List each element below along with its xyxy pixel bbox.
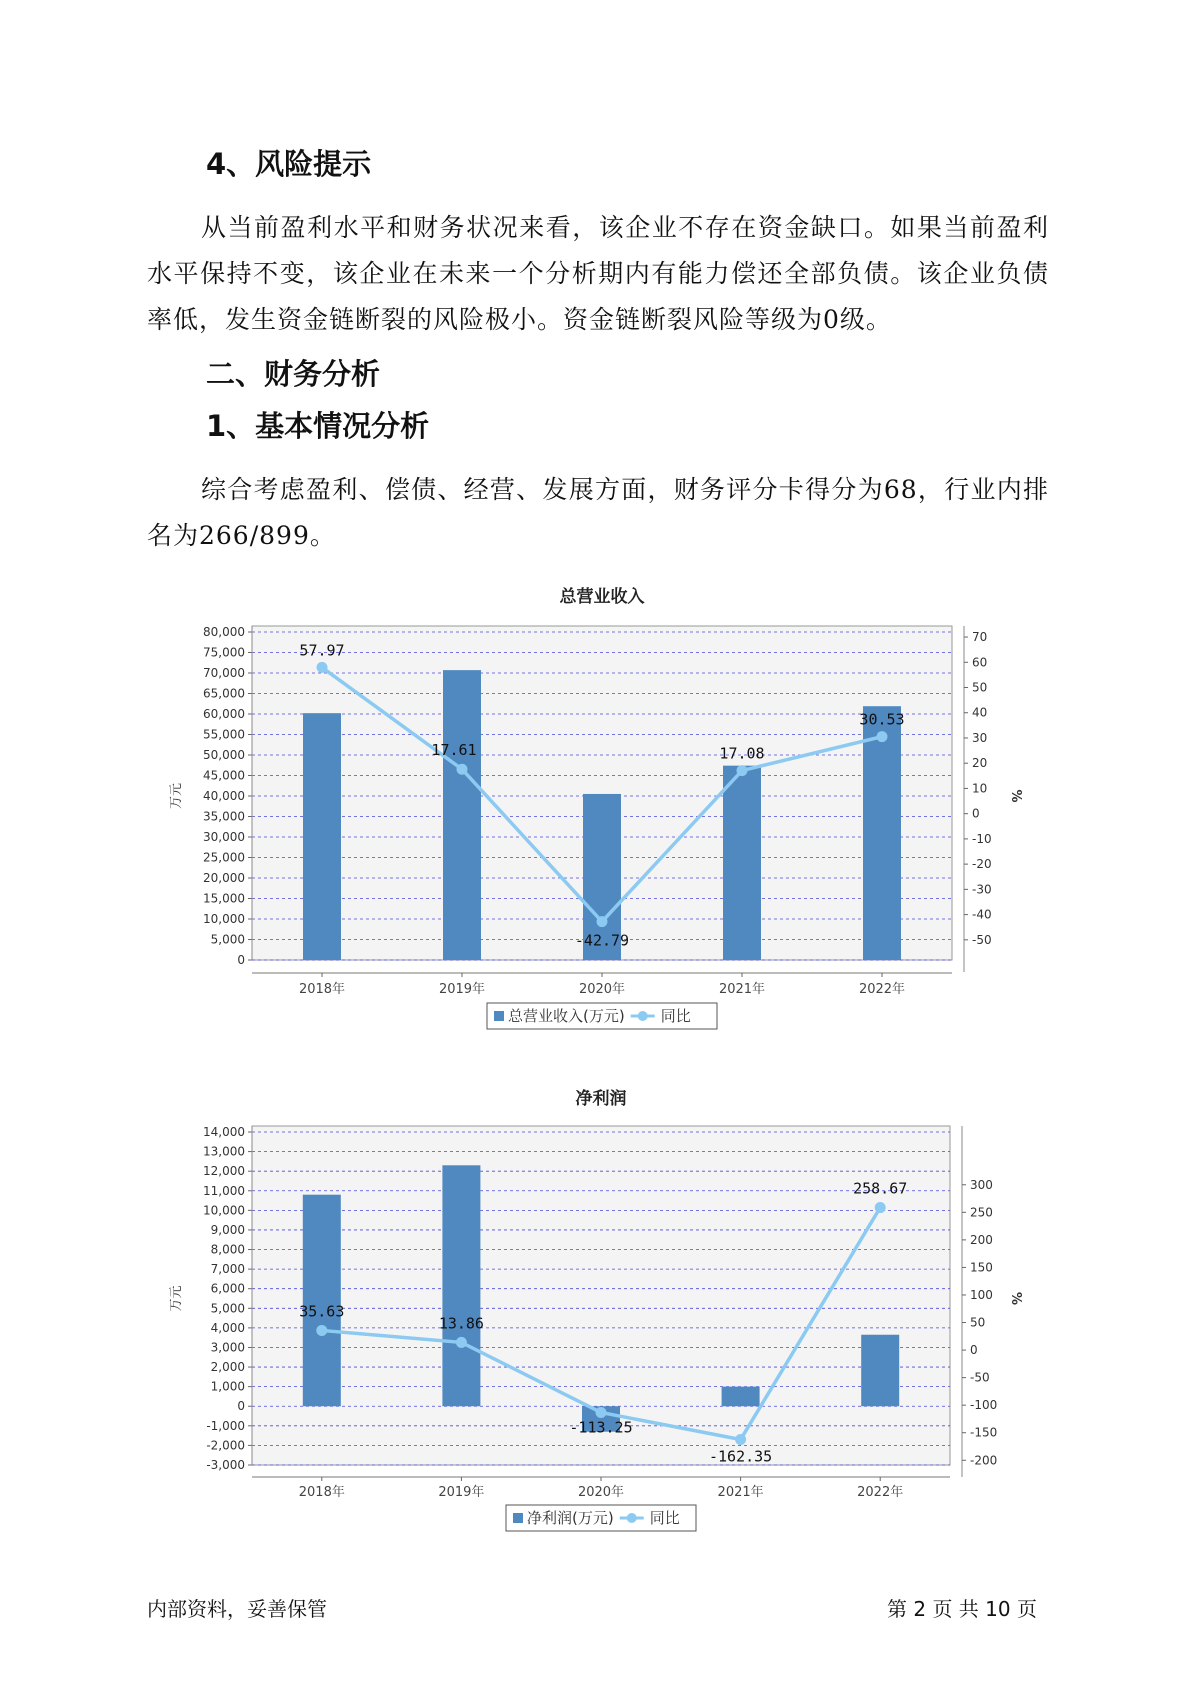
y-tick-label: 75,000 <box>203 645 245 660</box>
x-tick-label: 2018年 <box>298 1485 345 1500</box>
y-tick-label: 15,000 <box>203 891 245 906</box>
chart-legend <box>506 1505 696 1531</box>
y-tick-label: -1,000 <box>206 1418 245 1433</box>
yoy-point-2019年 <box>456 1337 467 1348</box>
yoy-data-label: 35.63 <box>299 1302 345 1321</box>
y-tick-label: 30,000 <box>203 830 245 844</box>
revenue-chart <box>160 580 1030 1035</box>
footer-confidential-note: 内部资料，妥善保管 <box>147 1597 327 1621</box>
bar-2018年 <box>303 713 341 960</box>
chart-title: 净利润 <box>575 1089 627 1109</box>
y-tick-label: 13,000 <box>203 1144 245 1159</box>
y2-tick-label: -30 <box>972 882 992 897</box>
y2-tick-label: -10 <box>972 831 992 846</box>
y-tick-label: 9,000 <box>210 1222 245 1237</box>
y-tick-label: 2,000 <box>210 1360 245 1375</box>
y-tick-label: 12,000 <box>203 1164 245 1179</box>
legend-bar-label: 总营业收入(万元) <box>508 1007 625 1025</box>
yoy-point-2019年 <box>457 764 468 775</box>
x-tick-label: 2019年 <box>438 982 486 997</box>
y2-tick-label: -100 <box>970 1398 998 1413</box>
y-tick-label: 10,000 <box>203 1203 245 1218</box>
y2-tick-label: 250 <box>970 1205 993 1220</box>
yoy-data-label: -42.79 <box>574 931 630 950</box>
y-tick-label: 5,000 <box>210 932 245 947</box>
y2-tick-label: 200 <box>970 1232 993 1247</box>
bar-2021年 <box>723 766 761 960</box>
footer-page-number: 第 2 页 共 10 页 <box>887 1597 1037 1621</box>
x-tick-label: 2018年 <box>298 982 346 997</box>
y2-tick-label: 300 <box>970 1177 993 1192</box>
yoy-point-2020年 <box>597 916 608 927</box>
y2-axis-label: % <box>1008 789 1023 803</box>
y-tick-label: -3,000 <box>206 1458 245 1472</box>
y2-tick-label: 100 <box>970 1287 993 1302</box>
y-tick-label: 5,000 <box>210 1301 245 1316</box>
y-tick-label: 20,000 <box>203 871 245 885</box>
yoy-point-2021年 <box>735 1434 746 1445</box>
chart-title: 总营业收入 <box>559 587 645 607</box>
y-axis-label: 万元 <box>169 782 184 810</box>
y-tick-label: 11,000 <box>203 1183 245 1198</box>
y2-tick-label: -40 <box>972 907 992 922</box>
y-tick-label: 10,000 <box>203 912 245 926</box>
x-tick-label: 2022年 <box>858 982 906 997</box>
x-tick-label: 2019年 <box>438 1485 485 1500</box>
subsection-heading-basic-analysis: 1、基本情况分析 <box>206 409 430 443</box>
y-tick-label: 3,000 <box>210 1340 245 1355</box>
y2-tick-label: 40 <box>972 705 988 720</box>
yoy-data-label: 17.61 <box>431 741 477 760</box>
basic-analysis-paragraph: 综合考虑盈利、偿债、经营、发展方面，财务评分卡得分为68，行业内排名为266/899。 <box>147 475 1049 550</box>
x-tick-label: 2021年 <box>717 1485 764 1500</box>
legend-bar-swatch <box>513 1513 523 1523</box>
yoy-data-label: 258.67 <box>853 1179 908 1198</box>
risk-paragraph: 从当前盈利水平和财务状况来看，该企业不存在资金缺口。如果当前盈利水平保持不变，该企业在未来一个分析期内有能力偿还全部负债。该企业负债率低，发生资金链断裂的风险极小。资金链断裂风险等级为0级。 <box>147 213 1049 334</box>
y2-tick-label: 50 <box>972 680 988 695</box>
yoy-point-2020年 <box>596 1407 607 1418</box>
legend-bar-label: 净利润(万元) <box>527 1509 614 1527</box>
y-tick-label: 25,000 <box>203 850 245 865</box>
y-tick-label: 4,000 <box>210 1320 245 1335</box>
section-heading-financial-analysis: 二、财务分析 <box>206 357 381 391</box>
legend-line-marker <box>638 1011 648 1021</box>
x-tick-label: 2022年 <box>857 1485 904 1500</box>
x-tick-label: 2020年 <box>578 982 626 997</box>
y-tick-label: 40,000 <box>203 789 245 803</box>
y2-tick-label: -20 <box>972 857 992 872</box>
y-tick-label: 8,000 <box>210 1242 245 1257</box>
y-tick-label: 14,000 <box>203 1125 245 1139</box>
bar-2019年 <box>443 670 481 960</box>
yoy-point-2022年 <box>877 731 888 742</box>
legend-bar-swatch <box>494 1011 504 1021</box>
x-tick-label: 2020年 <box>577 1485 625 1500</box>
legend-line-label: 同比 <box>660 1007 691 1025</box>
y-tick-label: 80,000 <box>203 625 245 639</box>
y2-tick-label: 20 <box>972 756 988 771</box>
yoy-point-2018年 <box>317 662 328 673</box>
y-tick-label: 55,000 <box>203 727 245 742</box>
section-heading-risk: 4、风险提示 <box>206 147 372 181</box>
yoy-data-label: 57.97 <box>299 641 345 660</box>
yoy-data-label: -113.25 <box>569 1418 633 1437</box>
y-tick-label: 0 <box>237 1399 245 1414</box>
x-tick-label: 2021年 <box>718 982 766 997</box>
bar-2022年 <box>863 706 901 960</box>
y-tick-label: 60,000 <box>203 707 245 721</box>
yoy-point-2022年 <box>875 1202 886 1213</box>
chart-legend <box>487 1003 717 1029</box>
y2-axis-label: % <box>1008 1291 1023 1306</box>
y-tick-label: 70,000 <box>203 666 245 680</box>
y2-tick-label: 10 <box>972 781 988 796</box>
legend-line-label: 同比 <box>649 1509 680 1527</box>
y-tick-label: 65,000 <box>203 686 245 701</box>
y2-tick-label: 70 <box>972 630 988 645</box>
bar-2021年 <box>722 1387 760 1407</box>
yoy-data-label: -162.35 <box>708 1447 773 1466</box>
yoy-point-2018年 <box>316 1325 327 1336</box>
legend-line-marker <box>627 1513 637 1523</box>
y2-tick-label: 150 <box>970 1260 993 1275</box>
yoy-data-label: 17.08 <box>719 744 765 763</box>
bar-2019年 <box>442 1165 480 1406</box>
y2-tick-label: -50 <box>972 932 992 947</box>
y-tick-label: 0 <box>237 953 245 967</box>
y2-tick-label: -150 <box>970 1425 998 1440</box>
y-tick-label: 6,000 <box>210 1281 245 1296</box>
net-profit-chart <box>160 1082 1030 1542</box>
y2-tick-label: 30 <box>972 730 988 745</box>
y-axis-label: 万元 <box>169 1285 184 1312</box>
bar-2018年 <box>303 1195 341 1407</box>
y2-tick-label: 0 <box>972 806 980 821</box>
y2-tick-label: -50 <box>970 1370 990 1385</box>
yoy-data-label: 30.53 <box>859 710 905 729</box>
yoy-point-2021年 <box>737 765 748 776</box>
y2-tick-label: -200 <box>970 1453 998 1468</box>
y-tick-label: -2,000 <box>206 1438 245 1453</box>
yoy-data-label: 13.86 <box>438 1314 484 1333</box>
y-tick-label: 50,000 <box>203 748 245 762</box>
y-tick-label: 35,000 <box>203 809 245 824</box>
y2-tick-label: 50 <box>970 1315 986 1330</box>
y2-tick-label: 0 <box>970 1343 978 1358</box>
y-tick-label: 1,000 <box>210 1379 245 1394</box>
y-tick-label: 45,000 <box>203 768 245 783</box>
y-tick-label: 7,000 <box>210 1262 245 1277</box>
bar-2022年 <box>861 1335 899 1406</box>
y2-tick-label: 60 <box>972 655 988 670</box>
